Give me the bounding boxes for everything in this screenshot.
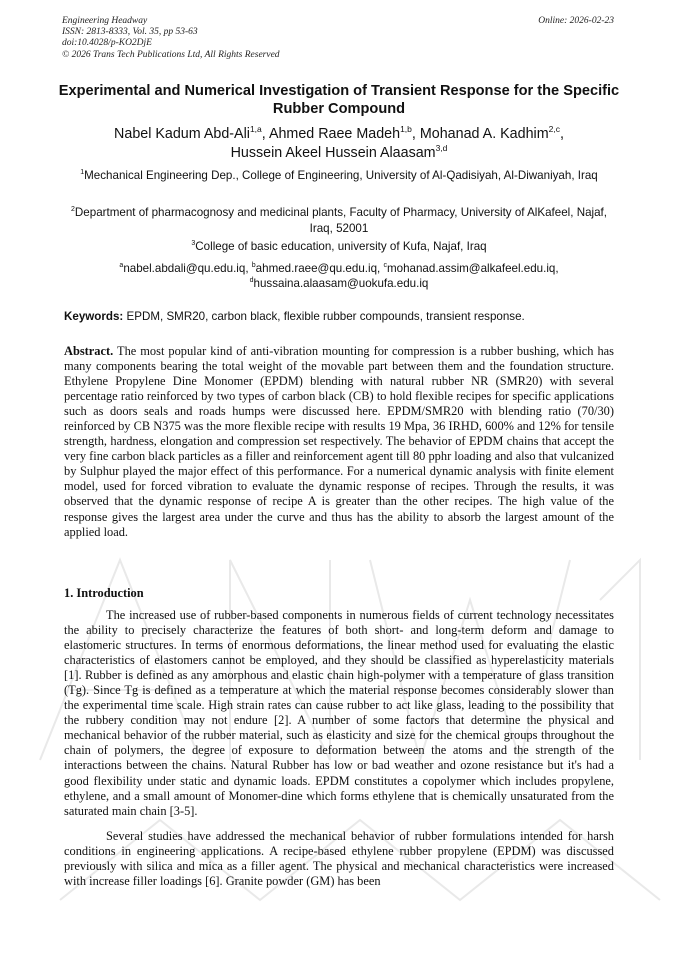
email-link[interactable]: nabel.abdali@qu.edu.iq, (123, 262, 252, 275)
email-link[interactable]: mohanad.assim@alkafeel.edu.iq, (386, 262, 559, 275)
journal-name: Engineering Headway (62, 16, 148, 26)
email-link[interactable]: ahmed.raee@qu.edu.iq, (255, 262, 384, 275)
paragraph: The increased use of rubber-based components in numerous fields of current technology necessitates the ability to precisely characterize the features of both short- and long-term deform and damage to elastomeric structures. In terms of enormous deformations, the linear method used for evaluating the elastic characteristics of elastomers cannot be employed, and they should be classified as hyperelasticity materials [1]. Rubber is defined as any amorphous and elastic chain high-polymer with a temperature of glass transition (Tg). Since Tg is defined as a temperature at which the material response becomes considerably slower than the experimental time scale. High strain rates can cause rubber to act like glass, leading to the possibility that the rubbery condition may not endure [2]. A number of some factors that determine the physical and mechanical behavior of the rubber material, such as elasticity and size for the chemical groups throughout the chain of polymers, the degree of exposure to deformation between the atoms and the strength of the interactions between the chains. Natural Rubber has low or bad weather and ozone resistance but it's had a good flexibility under static and dynamic loads. EPDM constitutes a copolymer which includes propylene, ethylene, and a small amount of Monomer-dine which forms ethylene that is chemically unsaturated from the saturated main chain [3-5]. (64, 608, 614, 818)
affiliation: $^3$College of basic education, university of Kufa, Najaf, Iraq (191, 240, 487, 253)
affiliation: $^1$Mechanical Engineering Dep., College of Engineering, University of Al-Qadisiyah, Al-Diwaniyah, Iraq (80, 169, 598, 182)
author-emails: $^a$nabel.abdali@qu.edu.iq, $^b$ahmed.raee@qu.edu.iq, $^c$mohanad.assim@alkafeel.edu.iq, $^d$hussaina.alaasam@uokufa.edu.iq (119, 262, 559, 291)
affiliation: $^2$Department of pharmacognosy and medicinal plants, Faculty of Pharmacy, University of AlKafeel, Najaf, Iraq, 52001 (71, 206, 607, 235)
abstract-label: Abstract. (64, 344, 114, 358)
abstract (64, 344, 614, 540)
online-date: Online: 2026-02-23 (538, 16, 614, 26)
author: Ahmed Raee Madeh$^{1,b}$, (268, 124, 420, 142)
journal-issn: ISSN: 2813-8333, Vol. 35, pp 53-63 (62, 27, 198, 38)
keywords (64, 309, 616, 324)
email-link[interactable]: hussaina.alaasam@uokufa.edu.iq (253, 277, 429, 291)
author: Hussein Akeel Hussein Alaasam$^{3,d}$ (230, 142, 448, 161)
section-heading: 1. Introduction (64, 586, 144, 600)
journal-copyright: © 2026 Trans Tech Publications Ltd, All Rights Reserved (62, 49, 280, 60)
author: Nabel Kadum Abd-Ali$^{1,a}$, (114, 124, 269, 142)
author-list (50, 125, 628, 162)
abstract-text: The most popular kind of anti-vibration mounting for compression is a rubber bushing, which has many components bearing the total weight of the movable part between them and the foundation structure. Ethylene Propylene Dine Monomer (EPDM) blending with natural rubber NR (SMR20) with several percentage ratio reinforced by two types of carbon black (CB) to hold flexible recipes for specific applications such as doors seals and roads humps were discussed here. EPDM/SMR20 with blending ratio (70/30) reinforced by CB N375 was the more flexible recipe with results 19 Mpa, 36 IRHD, 600% and 12% for tensile strength, hardness, elongation and compression set respectively. The behavior of EPDM chains that accept the very fine carbon black particles as a filler and reinforcement agent till 80 pphr loading and also that vulcanized by Sulphur played the major effect of this performance. For a numerical dynamic analysis with finite element model, used for forced vibration to evaluate the dynamic response of recipes. Through the results, it was observed that the dynamic response of recipe A is greater than the other recipes. The high value of the response gives the largest area under the curve and thus has the ability to absorb the largest amount of the applied load. (64, 344, 614, 539)
keywords-text: EPDM, SMR20, carbon black, flexible rubber compounds, transient response. (123, 310, 525, 323)
author: Mohanad A. Kadhim$^{2,c}$, (419, 124, 564, 142)
paragraph: Several studies have addressed the mechanical behavior of rubber formulations intended for harsh conditions in engineering applications. A recipe-based ethylene rubber propylene (EPDM) was discussed previously with silica and mica as a filler agent. The physical and mechanical characteristics were increased with increase filler loadings [6]. Granite powder (GM) has been (64, 829, 614, 889)
paper-title: Experimental and Numerical Investigation of Transient Response for the Specific Rubber Compound (58, 83, 620, 117)
journal-doi: doi:10.4028/p-KO2DjE (62, 38, 152, 49)
keywords-label: Keywords: (64, 310, 124, 323)
journal-header (62, 16, 280, 61)
